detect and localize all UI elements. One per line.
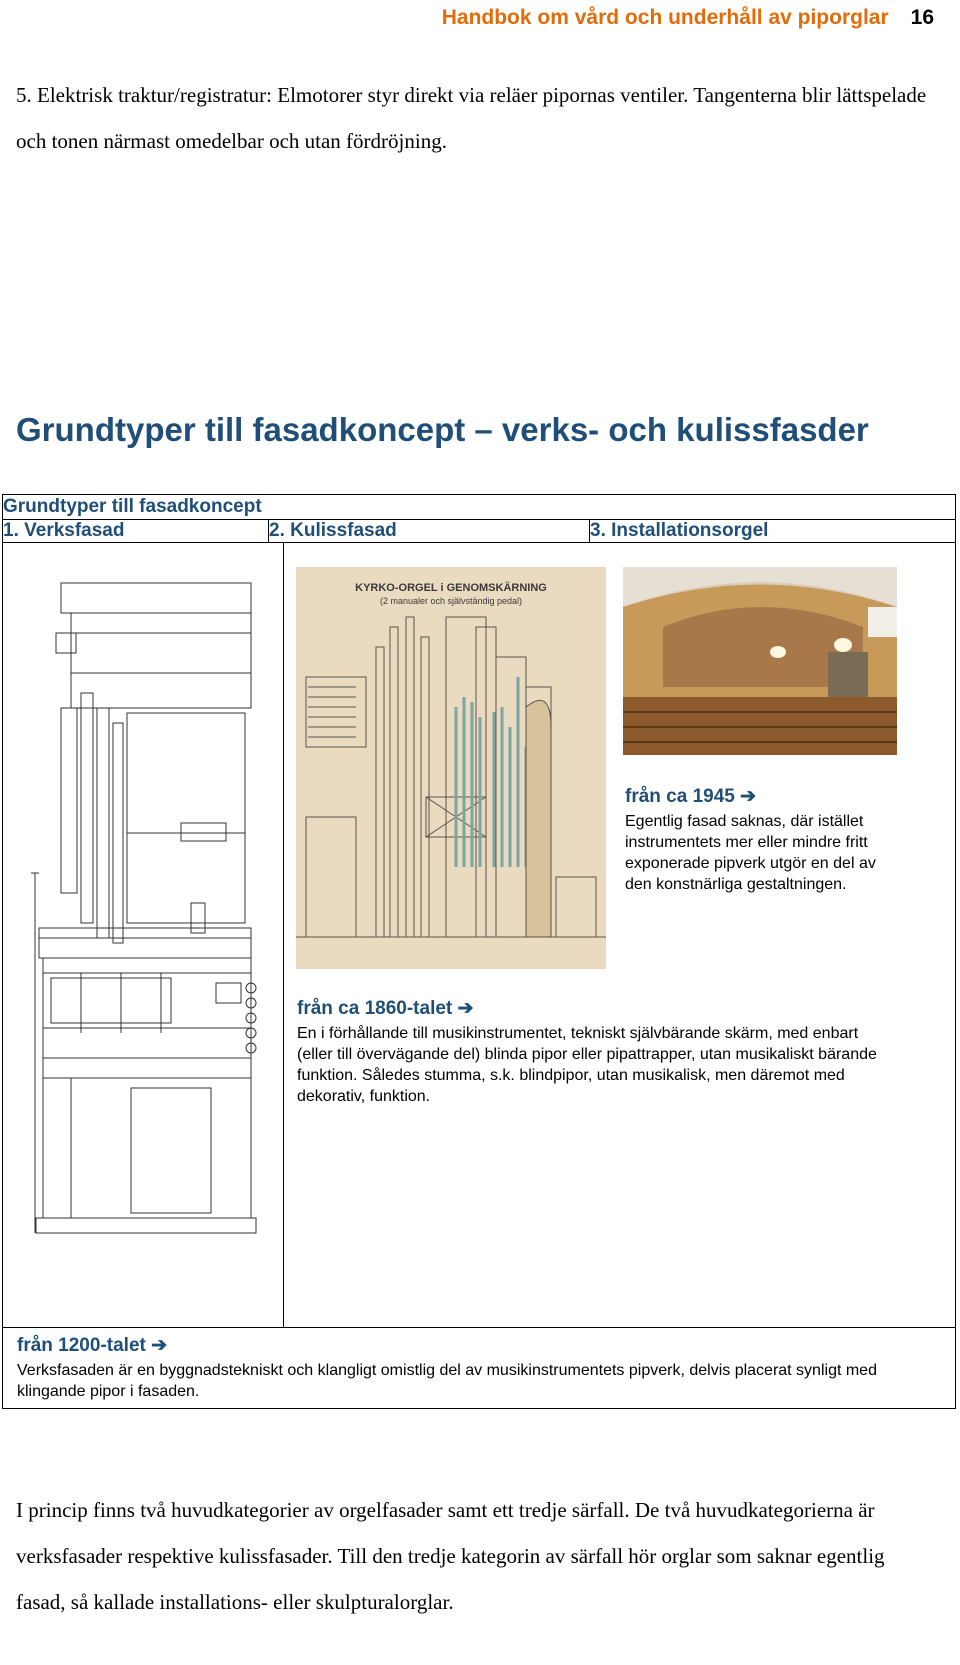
page-header	[0, 6, 934, 30]
column-divider	[283, 543, 284, 1327]
installation-photo	[623, 567, 897, 755]
column-kulissfasad: 2. Kulissfasad	[269, 520, 590, 543]
drawing-title: KYRKO-ORGEL i GENOMSKÄRNING	[355, 582, 547, 594]
facade-types-table	[2, 494, 956, 1409]
installation-text: Egentlig fasad saknas, där istället instrumentets mer eller mindre fritt exponerade pipverk utgör en del av den konstnärliga gestaltningen.	[625, 813, 876, 893]
section-heading: Grundtyper till fasadkoncept – verks- och kulissfasder	[16, 411, 869, 448]
installation-tag: från ca 1945 ➔	[625, 786, 757, 807]
closing-paragraph: I princip finns två huvudkategorier av orgelfasader samt ett tredje särfall. De två huvudkategorierna är verksfasader respektive kulissfasader. Till den tredje kategorin av särfall hör orglar som saknar egentlig fasad, så kallade installations- eller skulpturalorglar.	[16, 1498, 885, 1614]
kuliss-tag: från ca 1860-talet ➔	[297, 998, 474, 1019]
kuliss-text: En i förhållande till musikinstrumentet, tekniskt självbärande skärm, med enbart (eller till övervägande del) blinda pipor eller pipattrapper, utan musikaliskt bärande funktion. Således stumma, s.k. blindpipor, utan musikalisk, men däremot med dekorativ, funktion.	[297, 1025, 877, 1105]
verksfasad-drawing	[31, 573, 271, 1243]
kuliss-description	[297, 997, 897, 1107]
drawing-subtitle: (2 manualer och självständig pedal)	[379, 596, 523, 606]
column-verksfasad: 1. Verksfasad	[3, 520, 269, 543]
intro-paragraph: 5. Elektrisk traktur/registratur: Elmotorer styr direkt via reläer pipornas ventiler. Tangenterna blir lättspelade och tonen närmast omedelbar och utan fördröjning.	[16, 83, 927, 153]
verks-description	[3, 1328, 956, 1409]
kulissfasad-drawing	[296, 567, 606, 969]
verks-text: Verksfasaden är en byggnadstekniskt och klangligt omistlig del av musikinstrumentets pipverk, delvis placerat synligt med klingande pipor i fasaden.	[17, 1362, 877, 1400]
illustration-cell	[3, 543, 956, 1328]
page-number: 16	[910, 6, 934, 29]
table-caption: Grundtyper till fasadkoncept	[3, 495, 956, 520]
column-installationsorgel: 3. Installationsorgel	[590, 520, 956, 543]
verks-tag: från 1200-talet ➔	[17, 1335, 168, 1356]
installation-description	[625, 785, 905, 895]
header-title: Handbok om vård och underhåll av piporglar	[441, 6, 889, 29]
